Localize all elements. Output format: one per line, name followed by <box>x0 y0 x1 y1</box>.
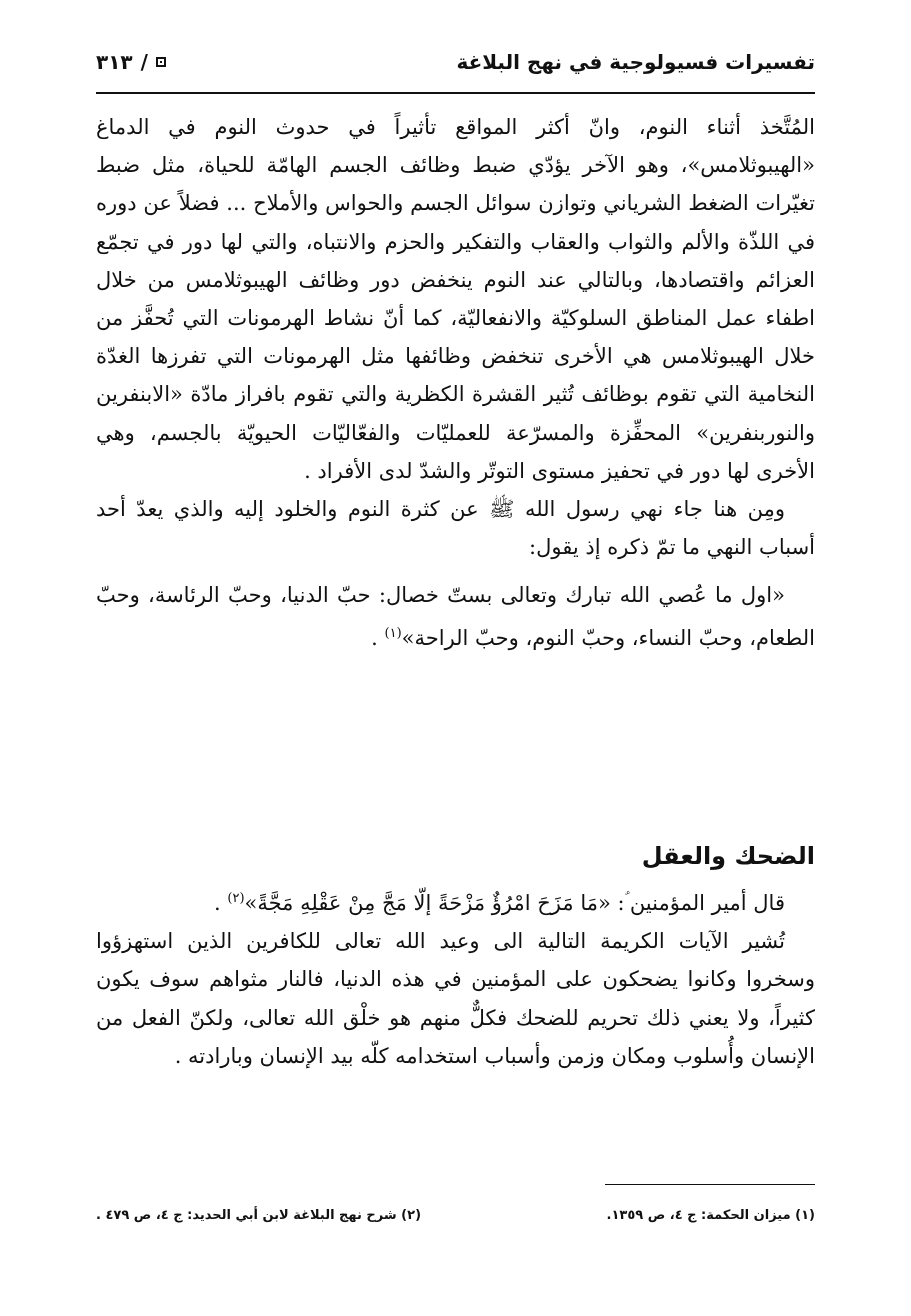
quote-end: . <box>371 625 385 650</box>
footnote-1: (١) ميزان الحكمة: ج ٤، ص ١٣٥٩. <box>606 1208 815 1223</box>
footnote-ref-1[interactable]: (١) <box>384 625 402 641</box>
section-text <box>96 880 815 1075</box>
quote-paragraph <box>96 576 815 656</box>
hadith-quote: «اول ما عُصي الله تبارك وتعالى بستّ خصال: حبّ الدنيا، وحبّ الرئاسة، وحبّ الطعام، وحبّ النساء، وحبّ النوم، وحبّ الراحة» <box>96 583 815 650</box>
section-heading: الضحك والعقل <box>641 842 815 870</box>
saying-text: قال أمير المؤمنين ؑ: «مَا مَزَحَ امْرُؤٌ مَزْحَةً إلّا مَجَّ مِنْ عَقْلِهِ مَجَّةً» <box>244 891 785 915</box>
main-text <box>96 108 815 657</box>
saying-end: . <box>214 891 228 915</box>
paragraph-prophet-hadith: ومِن هنا جاء نهي رسول الله ﷺ عن كثرة النوم والخلود إليه والذي يعدّ أحد أسباب النهي ما تمّ ذكره إذ يقول: <box>96 497 815 560</box>
page-number: ٣١٣ <box>96 50 133 74</box>
page-separator: / <box>140 50 148 74</box>
footnote-divider <box>605 1184 815 1185</box>
imam-saying <box>96 880 815 922</box>
square-ornament-icon <box>156 57 166 67</box>
page-header <box>96 48 815 88</box>
page-number-block <box>96 50 166 74</box>
running-title: تفسيرات فسيولوجية في نهج البلاغة <box>456 50 815 74</box>
footnote-2: (٢) شرح نهج البلاغة لابن أبي الحديد: ج ٤، ص ٤٧٩ . <box>96 1208 422 1223</box>
header-divider <box>96 92 815 94</box>
paragraph-physiology: المُتَّخذ أثناء النوم، وانّ أكثر المواقع تأثيراً في حدوث النوم في الدماغ «الهيبوثلامس»، وهو الآخر يؤدّي ضبط وظائف الجسم الهامّة للحياة، مثل ضبط تغيّرات الضغط الشرياني وتوازن سوائل الجسم والحواس والأملاح ... فضلاً عن دوره في اللذّة والألم والثواب والعقاب والتفكير والحزم والانتباه، والتي لها دور في تجمّع العزائم واقتصادها، وبالتالي عند النوم ينخفض دور وظائف الهيبوثلامس من خلال اطفاء عمل المناطق السلوكيّة والانفعاليّة، كما أنّ نشاط الهرمونات التي تُحفَّز من خلال الهيبوثلامس هي الأخرى تنخفض وظائفها مثل الهرمونات التي تفرزها الغدّة النخامية التي تقوم بوظائف تُثير القشرة الكظرية والتي تقوم بافراز مادّة «الابنفرين والنوربنفرين» المحفِّزة والمسرّعة للعمليّات والفعّاليّات الحيويّة بالجسم، وهي الأخرى لها دور في تحفيز مستوى التوتّر والشدّ لدى الأفراد . <box>96 115 815 483</box>
paragraph-laughter: تُشير الآيات الكريمة التالية الى وعيد الله تعالى للكافرين الذين استهزؤوا وسخروا وكانوا يضحكون على المؤمنين في هذه الدنيا، فالنار مثواهم سوف يكون كثيراً، ولا يعني ذلك تحريم للضحك فكلٌّ منهم هو خلْق الله تعالى، ولكنّ الفعل من الإنسان وأُسلوب ومكان وزمن وأسباب استخدامه كلّه بيد الإنسان وبارادته . <box>96 929 815 1068</box>
footnote-ref-2[interactable]: (٢) <box>227 891 245 906</box>
footnotes <box>96 1208 815 1223</box>
